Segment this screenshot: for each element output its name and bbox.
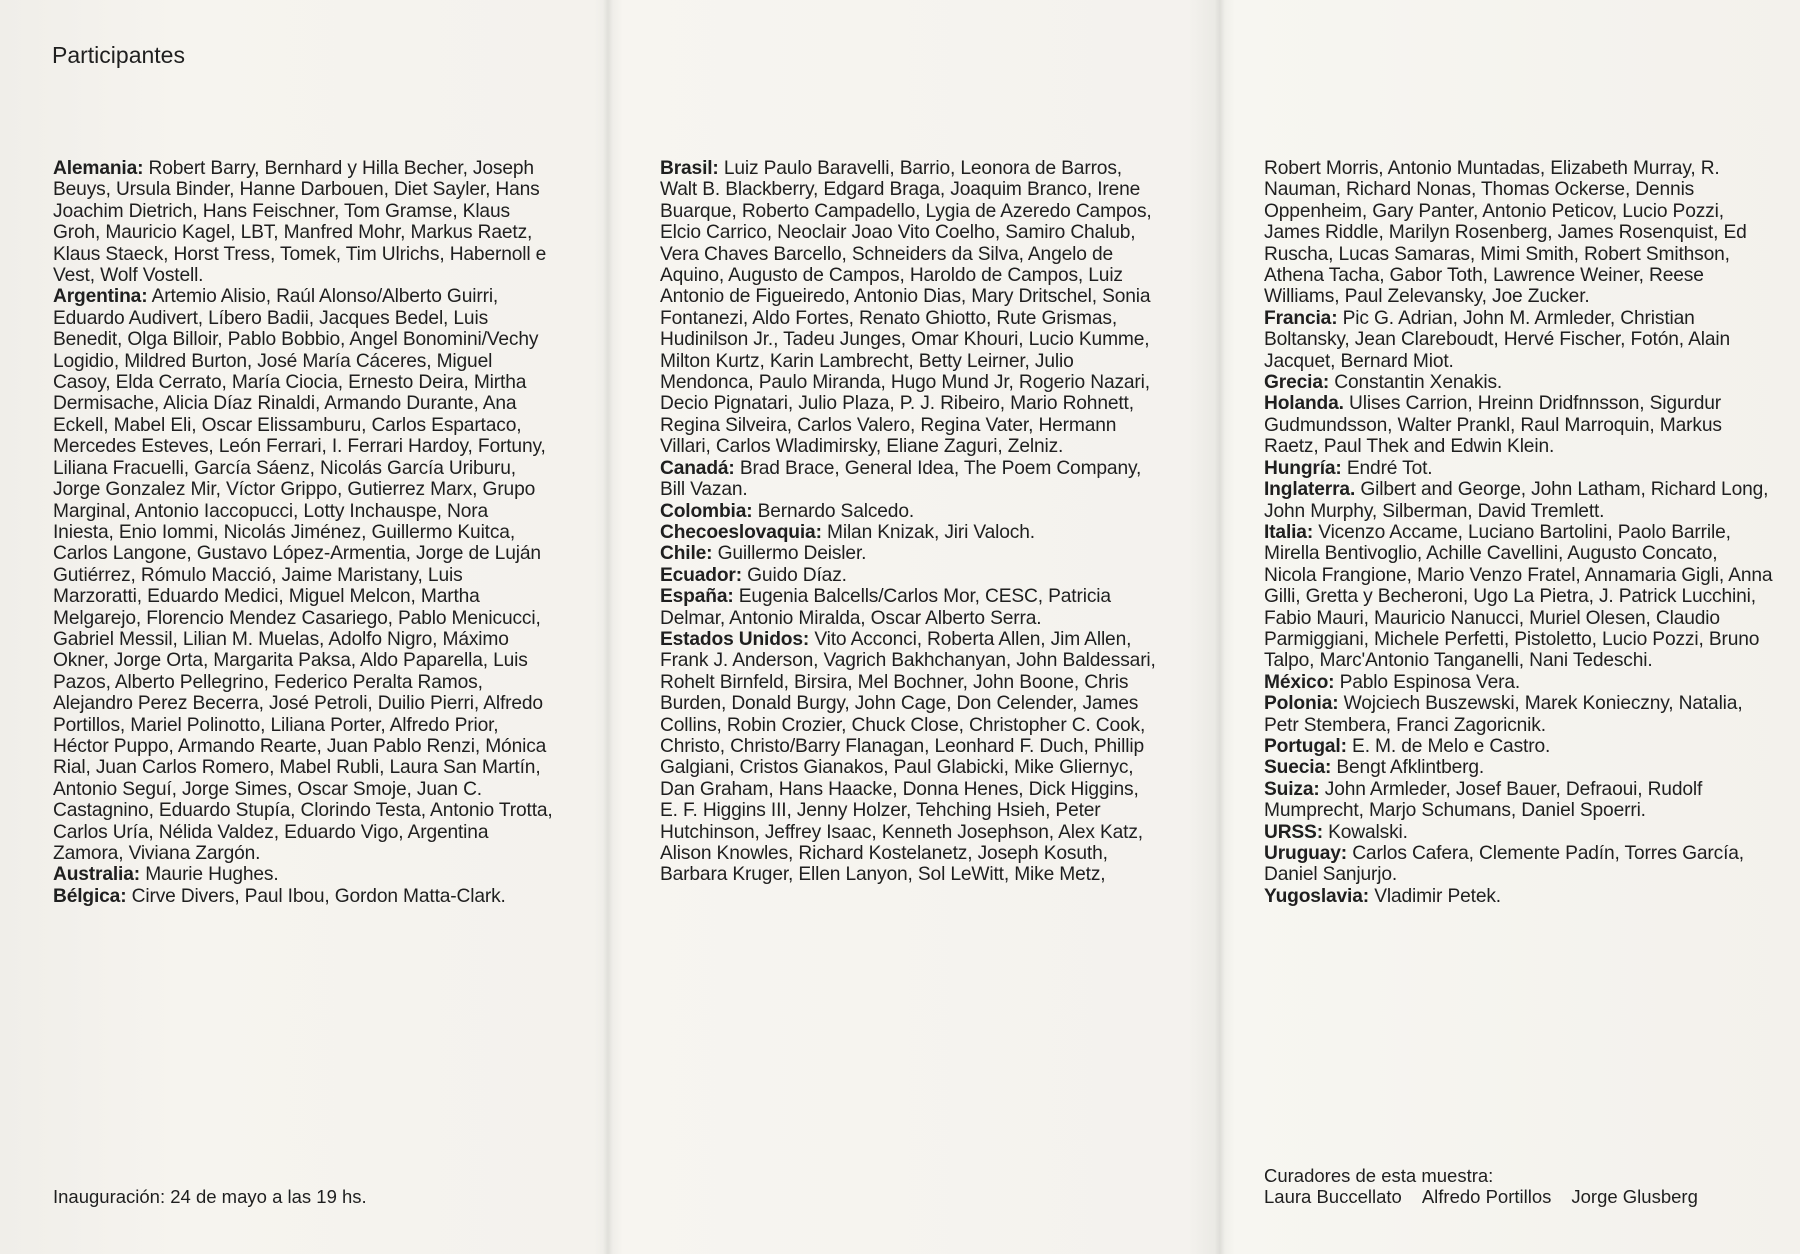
curators-list (1264, 1186, 1698, 1208)
country-entry (1264, 458, 1774, 479)
country-entry (1264, 736, 1774, 757)
country-name: Uruguay: (1264, 843, 1348, 864)
curator-name: Laura Buccellato (1264, 1186, 1402, 1207)
country-entry (1264, 308, 1774, 372)
artist-list: Milan Knizak, Jiri Valoch. (827, 521, 1035, 543)
artist-list: Artemio Alisio, Raúl Alonso/Alberto Guirri, Eduardo Audivert, Líbero Badii, Jacques Bedel, Luis Benedit, Olga Billoir, Pablo Bobbio, Angel Bonomini/Vechy Logidio, Mildred Burton, José María Cáceres, Miguel Casoy, Elda Cerrato, María Ciocia, Ernesto Deira, Mirtha Dermisache, Alicia Díaz Rinaldi, Armando Durante, Ana Eckell, Mabel Eli, Oscar Elissamburu, Carlos Espartaco, Mercedes Esteves, León Ferrari, I. Ferrari Hardoy, Fortuny, Liliana Fracuelli, García Sáenz, Nicolás García Uriburu, Jorge Gonzalez Mir, Víctor Grippo, Gutierrez Marx, Grupo Marginal, Antonio Iaccopucci, Lotty Inchauspe, Nora Iniesta, Enio Iommi, Nicolás Jiménez, Guillermo Kuitca, Carlos Langone, Gustavo López-Armentia, Jorge de Luján Gutiérrez, Rómulo Macció, Jaime Maristany, Luis Marzoratti, Eduardo Medici, Miguel Melcon, Martha Melgarejo, Florencio Mendez Casariego, Pablo Menicucci, Gabriel Messil, Lilian M. Muelas, Adolfo Nigro, Máximo Okner, Jorge Orta, Margarita Paksa, Aldo Paparella, Luis Pazos, Alberto Pellegrino, Federico Peralta Ramos, Alejandro Perez Becerra, José Petroli, Duilio Pierri, Alfredo Portillos, Mariel Polinotto, Liliana Porter, Alfredo Prior, Héctor Puppo, Armando Rearte, Juan Pablo Renzi, Mónica Rial, Juan Carlos Romero, Mabel Rubli, Laura San Martín, Antonio Seguí, Jorge Simes, Oscar Smoje, Juan C. Castagnino, Eduardo Stupía, Clorindo Testa, Antonio Trotta, Carlos Uría, Nélida Valdez, Eduardo Vigo, Argentina Zamora, Viviana Zargón. (53, 286, 553, 864)
country-entry-continued (1264, 158, 1774, 308)
participants-column-2 (660, 158, 1160, 886)
country-entry (660, 629, 1160, 886)
country-entry (53, 286, 553, 864)
country-entry (1264, 886, 1774, 907)
artist-list: Vito Acconci, Roberta Allen, Jim Allen, Frank J. Anderson, Vagrich Bakhchanyan, John Baldessari, Rohelt Birnfeld, Birsira, Mel Bochner, John Boone, Chris Burden, Donald Burgy, John Cage, Don Celender, James Collins, Robin Crozier, Chuck Close, Christopher C. Cook, Christo, Christo/Barry Flanagan, Leonhard F. Duch, Phillip Galgiani, Cristos Gianakos, Paul Glabicki, Mike Gliernyc, Dan Graham, Hans Haacke, Donna Henes, Dick Higgins, E. F. Higgins III, Jenny Holzer, Tehching Hsieh, Peter Hutchinson, Jeffrey Isaac, Kenneth Josephson, Alex Katz, Alison Knowles, Richard Kostelanetz, Joseph Kosuth, Barbara Kruger, Ellen Lanyon, Sol LeWitt, Mike Metz, (660, 628, 1156, 886)
artist-list: Endré Tot. (1346, 457, 1433, 479)
artist-list: Vladimir Petek. (1374, 885, 1501, 907)
country-name: Ecuador: (660, 564, 742, 586)
country-name: Italia: (1264, 521, 1314, 543)
country-entry (53, 864, 553, 885)
country-name: Francia: (1264, 307, 1338, 329)
artist-list: Guido Díaz. (747, 564, 847, 586)
country-name: Colombia: (660, 500, 753, 522)
country-name: Estados Unidos: (660, 628, 810, 650)
artist-list: Robert Barry, Bernhard y Hilla Becher, Joseph Beuys, Ursula Binder, Hanne Darbouen, Diet Sayler, Hans Joachim Dietrich, Hans Feischner, Tom Gramse, Klaus Groh, Mauricio Kagel, LBT, Manfred Mohr, Markus Raetz, Klaus Staeck, Horst Tress, Tomek, Tim Ulrichs, Habernoll e Vest, Wolf Vostell. (53, 158, 547, 287)
artist-list: E. M. de Melo e Castro. (1352, 735, 1551, 757)
country-entry (1264, 672, 1774, 693)
artist-list: Bengt Afklintberg. (1336, 757, 1485, 779)
country-name: Chile: (660, 543, 713, 565)
artist-list: John Armleder, Josef Bauer, Defraoui, Rudolf Mumprecht, Marjo Schumans, Daniel Spoerri. (1264, 778, 1703, 822)
country-name: Hungría: (1264, 457, 1342, 479)
artist-list: Kowalski. (1328, 821, 1408, 843)
country-name: Grecia: (1264, 372, 1330, 394)
country-name: Yugoslavia: (1264, 885, 1369, 907)
country-entry (660, 586, 1160, 629)
country-name: Bélgica: (53, 885, 127, 907)
artist-list: Eugenia Balcells/Carlos Mor, CESC, Patricia Delmar, Antonio Miralda, Oscar Alberto Serra. (660, 586, 1111, 629)
participants-column-3 (1264, 158, 1774, 907)
artist-list: Brad Brace, General Idea, The Poem Company, Bill Vazan. (660, 457, 1142, 501)
country-entry (1264, 372, 1774, 393)
curator-name: Alfredo Portillos (1421, 1186, 1552, 1207)
country-entry (53, 886, 553, 907)
country-name: Inglaterra. (1264, 479, 1356, 501)
country-name: España: (660, 586, 734, 608)
country-name: Argentina: (53, 286, 148, 308)
artist-list: Luiz Paulo Baravelli, Barrio, Leonora de Barros, Walt B. Blackberry, Edgard Braga, Joaquim Branco, Irene Buarque, Roberto Campadello, Lygia de Azeredo Campos, Elcio Carrico, Neoclair Joao Vito Coelho, Samiro Chalub, Vera Chaves Barcello, Schneiders da Silva, Angelo de Aquino, Augusto de Campos, Haroldo de Campos, Luiz Antonio de Figueiredo, Antonio Dias, Mary Dritschel, Sonia Fontanezi, Aldo Fortes, Renato Ghiotto, Rute Grismas, Hudinilson Jr., Tadeu Junges, Omar Khouri, Lucio Kumme, Milton Kurtz, Karin Lambrecht, Betty Leirner, Julio Mendonca, Paulo Miranda, Hugo Mund Jr, Rogerio Nazari, Decio Pignatari, Julio Plaza, P. J. Ribeiro, Mario Rohnett, Regina Silveira, Carlos Valero, Regina Vater, Hermann Villari, Carlos Wladimirsky, Eliane Zaguri, Zelniz. (660, 158, 1152, 458)
country-entry (1264, 779, 1774, 822)
country-entry (1264, 843, 1774, 886)
country-name: Holanda. (1264, 393, 1344, 415)
country-name: Canadá: (660, 457, 735, 479)
country-entry (660, 158, 1160, 458)
country-name: México: (1264, 671, 1335, 693)
artist-list: Wojciech Buszewski, Marek Konieczny, Natalia, Petr Stembera, Franci Zagoricnik. (1264, 693, 1743, 736)
country-entry (660, 501, 1160, 522)
country-name: Australia: (53, 864, 140, 886)
country-name: Suecia: (1264, 757, 1332, 779)
country-name: Portugal: (1264, 735, 1347, 757)
country-name: Brasil: (660, 158, 719, 179)
country-entry (660, 522, 1160, 543)
artist-list: Pablo Espinosa Vera. (1339, 671, 1521, 693)
country-entry (660, 458, 1160, 501)
participants-column-1 (53, 158, 553, 907)
country-entry (1264, 757, 1774, 778)
artist-list: Ulises Carrion, Hreinn Dridfnnsson, Sigurdur Gudmundsson, Walter Prankl, Raul Marroquin, Markus Raetz, Paul Thek and Edwin Klein. (1264, 393, 1722, 458)
artist-list: Gilbert and George, John Latham, Richard Long, John Murphy, Silberman, David Tremlett. (1264, 479, 1769, 522)
country-name: Suiza: (1264, 778, 1320, 800)
artist-list: Carlos Cafera, Clemente Padín, Torres García, Daniel Sanjurjo. (1264, 843, 1744, 886)
artist-list: Constantin Xenakis. (1334, 372, 1503, 394)
curators-caption: Curadores de esta muestra: (1264, 1165, 1494, 1186)
country-entry (53, 158, 553, 286)
curator-name: Jorge Glusberg (1571, 1186, 1698, 1207)
country-entry (660, 565, 1160, 586)
country-name: Checoeslovaquia: (660, 521, 822, 543)
artist-list: Maurie Hughes. (145, 864, 279, 886)
country-name: URSS: (1264, 821, 1323, 843)
inauguration-date: Inauguración: 24 de mayo a las 19 hs. (53, 1186, 367, 1207)
country-entry (1264, 522, 1774, 672)
page-title: Participantes (52, 42, 185, 68)
fold-line (603, 0, 613, 1254)
artist-list: Robert Morris, Antonio Muntadas, Elizabeth Murray, R. Nauman, Richard Nonas, Thomas Ockerse, Dennis Oppenheim, Gary Panter, Antonio Peticov, Lucio Pozzi, James Riddle, Marilyn Rosenberg, James Rosenquist, Ed Ruscha, Lucas Samaras, Mimi Smith, Robert Smithson, Athena Tacha, Gabor Toth, Lawrence Weiner, Reese Williams, Paul Zelevansky, Joe Zucker. (1264, 158, 1747, 308)
country-entry (660, 543, 1160, 564)
country-entry (1264, 393, 1774, 457)
country-name: Polonia: (1264, 693, 1339, 715)
artist-list: Bernardo Salcedo. (757, 500, 915, 522)
country-entry (1264, 822, 1774, 843)
artist-list: Vicenzo Accame, Luciano Bartolini, Paolo Barrile, Mirella Bentivoglio, Achille Cavellini, Augusto Concato, Nicola Frangione, Mario Venzo Fratel, Annamaria Gigli, Anna Gilli, Gretta y Becheroni, Ugo La Pietra, J. Patrick Lucchini, Fabio Mauri, Mauricio Nanucci, Muriel Olesen, Claudio Parmiggiani, Michele Perfetti, Pistoletto, Lucio Pozzi, Bruno Talpo, Marc'Antonio Tanganelli, Nani Tedeschi. (1264, 521, 1773, 672)
artist-list: Cirve Divers, Paul Ibou, Gordon Matta-Clark. (131, 885, 506, 907)
country-entry (1264, 479, 1774, 522)
artist-list: Guillermo Deisler. (717, 543, 867, 565)
country-name: Alemania: (53, 158, 144, 179)
country-entry (1264, 693, 1774, 736)
artist-list: Pic G. Adrian, John M. Armleder, Christian Boltansky, Jean Clareboudt, Hervé Fischer, Fotón, Alain Jacquet, Bernard Miot. (1264, 307, 1730, 372)
fold-line (1215, 0, 1225, 1254)
